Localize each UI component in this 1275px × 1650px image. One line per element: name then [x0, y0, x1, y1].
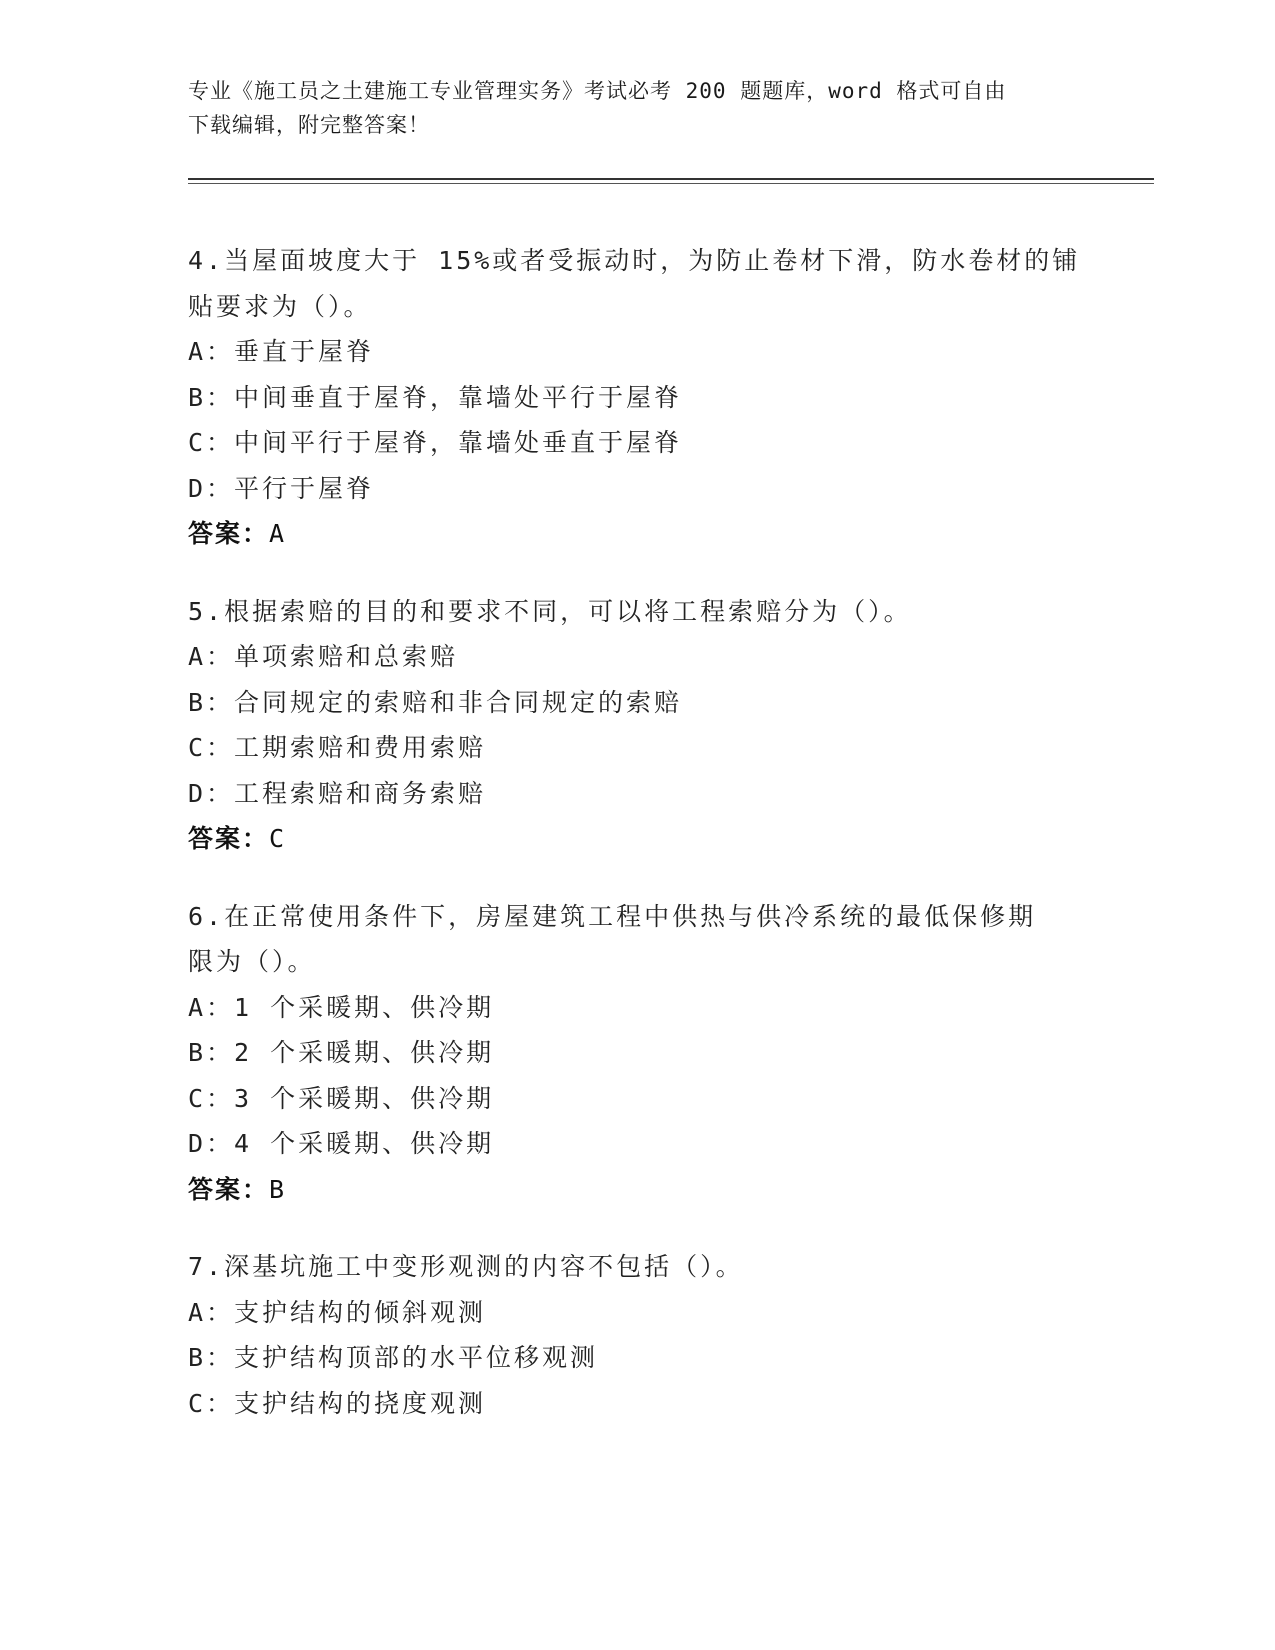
- question-stem-line-1: 5.根据索赔的目的和要求不同，可以将工程索赔分为（）。: [188, 596, 912, 626]
- option-b: B：合同规定的索赔和非合同规定的索赔: [188, 687, 683, 717]
- header-line-1: 专业《施工员之土建施工专业管理实务》考试必考 200 题题库，word 格式可自由: [188, 79, 1007, 103]
- answer-line: [188, 816, 1088, 862]
- option-b: B：支护结构顶部的水平位移观测: [188, 1343, 599, 1372]
- question-list: [188, 238, 1088, 1458]
- answer-value: B: [269, 1174, 287, 1204]
- question-stem-line-1: 7.深基坑施工中变形观测的内容不包括（）。: [188, 1252, 744, 1281]
- question-stem-line-2: 贴要求为（）。: [188, 291, 372, 321]
- question-6: [188, 894, 1088, 1213]
- header-divider-thick: [188, 178, 1154, 180]
- option-b: B：中间垂直于屋脊，靠墙处平行于屋脊: [188, 382, 683, 412]
- answer-value: C: [269, 824, 287, 853]
- option-b: B：2 个采暖期、供冷期: [188, 1038, 495, 1067]
- question-4: [188, 238, 1088, 557]
- document-header: [188, 74, 1068, 142]
- answer-label: 答案：: [188, 519, 270, 548]
- option-a: A：单项索赔和总索赔: [188, 642, 459, 671]
- option-c: C：支护结构的挠度观测: [188, 1388, 487, 1418]
- option-c: C：3 个采暖期、供冷期: [188, 1083, 495, 1113]
- option-c: C：工期索赔和费用索赔: [188, 733, 487, 762]
- option-a: A：支护结构的倾斜观测: [188, 1297, 487, 1327]
- answer-label: 答案：: [188, 824, 270, 853]
- option-d: D：工程索赔和商务索赔: [188, 778, 487, 808]
- question-stem-line-2: 限为（）。: [188, 947, 316, 976]
- answer-line: [188, 1167, 1088, 1213]
- question-5: [188, 589, 1088, 862]
- question-stem-line-1: 4.当屋面坡度大于 15%或者受振动时，为防止卷材下滑，防水卷材的铺: [188, 246, 1081, 275]
- option-d: D：平行于屋脊: [188, 473, 375, 503]
- header-divider-thin: [188, 183, 1154, 184]
- header-line-2: 下载编辑，附完整答案！: [188, 113, 430, 137]
- option-c: C：中间平行于屋脊，靠墙处垂直于屋脊: [188, 428, 683, 457]
- question-7: [188, 1244, 1088, 1426]
- option-a: A：垂直于屋脊: [188, 337, 375, 366]
- answer-label: 答案：: [188, 1174, 270, 1204]
- answer-line: [188, 511, 1088, 557]
- option-d: D：4 个采暖期、供冷期: [188, 1129, 495, 1158]
- option-a: A：1 个采暖期、供冷期: [188, 992, 495, 1022]
- answer-value: A: [269, 519, 287, 548]
- question-stem-line-1: 6.在正常使用条件下，房屋建筑工程中供热与供冷系统的最低保修期: [188, 901, 1037, 931]
